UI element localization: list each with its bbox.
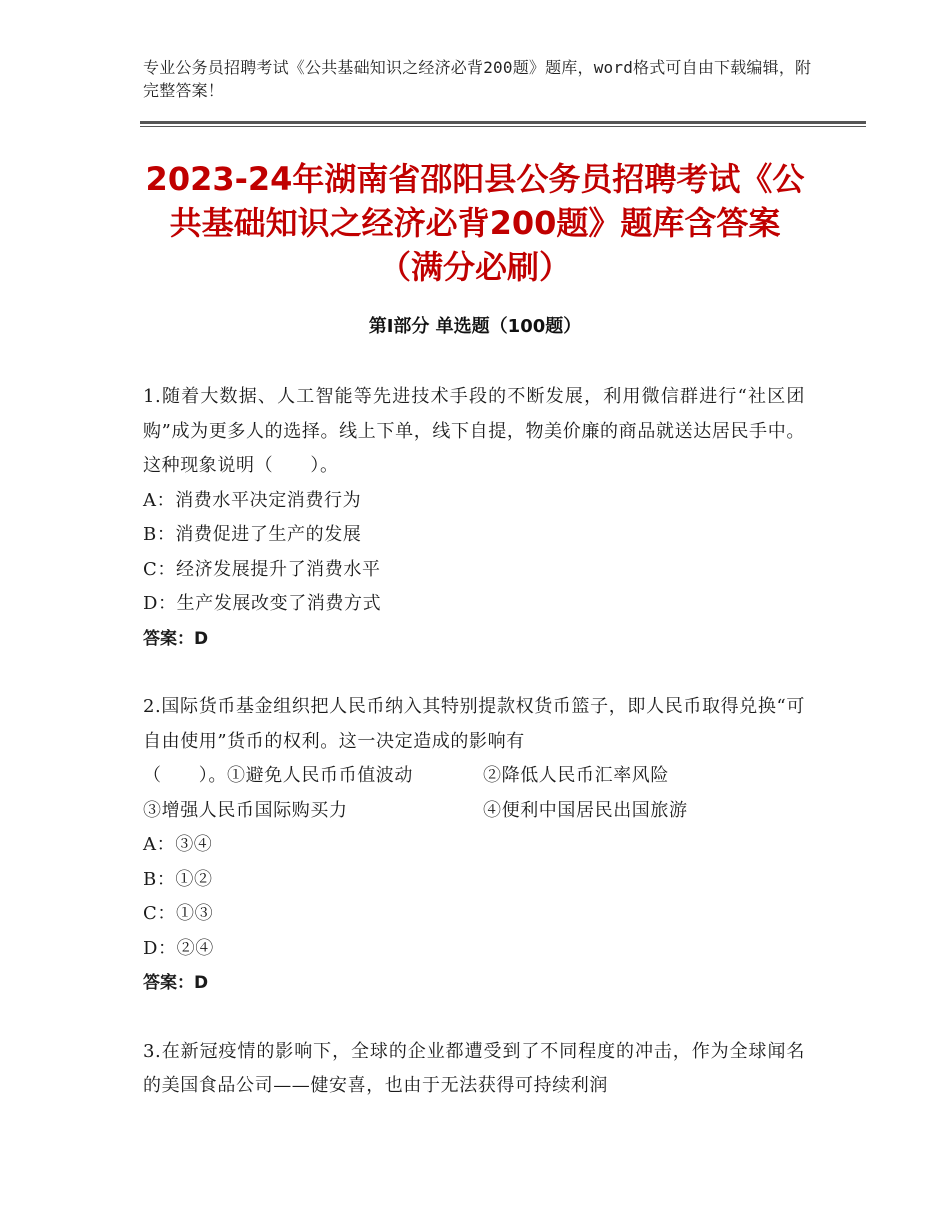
stem-choice: （ ）。①避免人民币币值波动: [143, 765, 413, 786]
question-1: [143, 380, 805, 656]
stem-choices-row-2: [143, 794, 805, 829]
header-note: 专业公务员招聘考试《公共基础知识之经济必背200题》题库，word格式可自由下载编辑，附完整答案！: [143, 58, 812, 100]
option-c: C：经济发展提升了消费水平: [143, 558, 381, 580]
question-stem: 1.随着大数据、人工智能等先进技术手段的不断发展，利用微信群进行“社区团购”成为更多人的选择。线上下单，线下自提，物美价廉的商品就送达居民手中。这种现象说明（ ）。: [143, 386, 805, 476]
option-d: D：②④: [143, 937, 214, 959]
option-c: C：①③: [143, 903, 214, 924]
document-title: 2023-24年湖南省邵阳县公务员招聘考试《公共基础知识之经济必背200题》题库含答案（满分必刷）: [145, 160, 805, 286]
option-a: A：③④: [143, 834, 213, 855]
header-rule-thin: [140, 126, 866, 127]
stem-choices-row-1: [143, 759, 805, 794]
stem-choice: ③增强人民币国际购买力: [143, 799, 348, 821]
option-b: B：①②: [143, 868, 213, 890]
option-d: D：生产发展改变了消费方式: [143, 593, 382, 614]
section-title: 第Ⅰ部分 单选题（100题）: [368, 316, 582, 337]
stem-choice: ②降低人民币汇率风险: [483, 765, 669, 786]
answer: 答案：D: [143, 628, 209, 649]
question-stem: 3.在新冠疫情的影响下，全球的企业都遭受到了不同程度的冲击，作为全球闻名的美国食品公司——健安喜，也由于无法获得可持续利润: [143, 1040, 805, 1096]
spacer: [143, 656, 805, 690]
answer: 答案：D: [143, 973, 209, 993]
spacer: [143, 1001, 805, 1035]
question-2: [143, 690, 805, 1001]
option-b: B：消费促进了生产的发展: [143, 524, 362, 545]
question-stem: 2.国际货币基金组织把人民币纳入其特别提款权货币篮子，即人民币取得兑换“可自由使用”货币的权利。这一决定造成的影响有: [143, 696, 805, 752]
stem-choice: ④便利中国居民出国旅游: [483, 799, 688, 821]
question-3: [143, 1035, 805, 1104]
header-rule-thick: [140, 121, 866, 124]
option-a: A：消费水平决定消费行为: [143, 489, 362, 511]
question-list: [143, 380, 805, 1104]
